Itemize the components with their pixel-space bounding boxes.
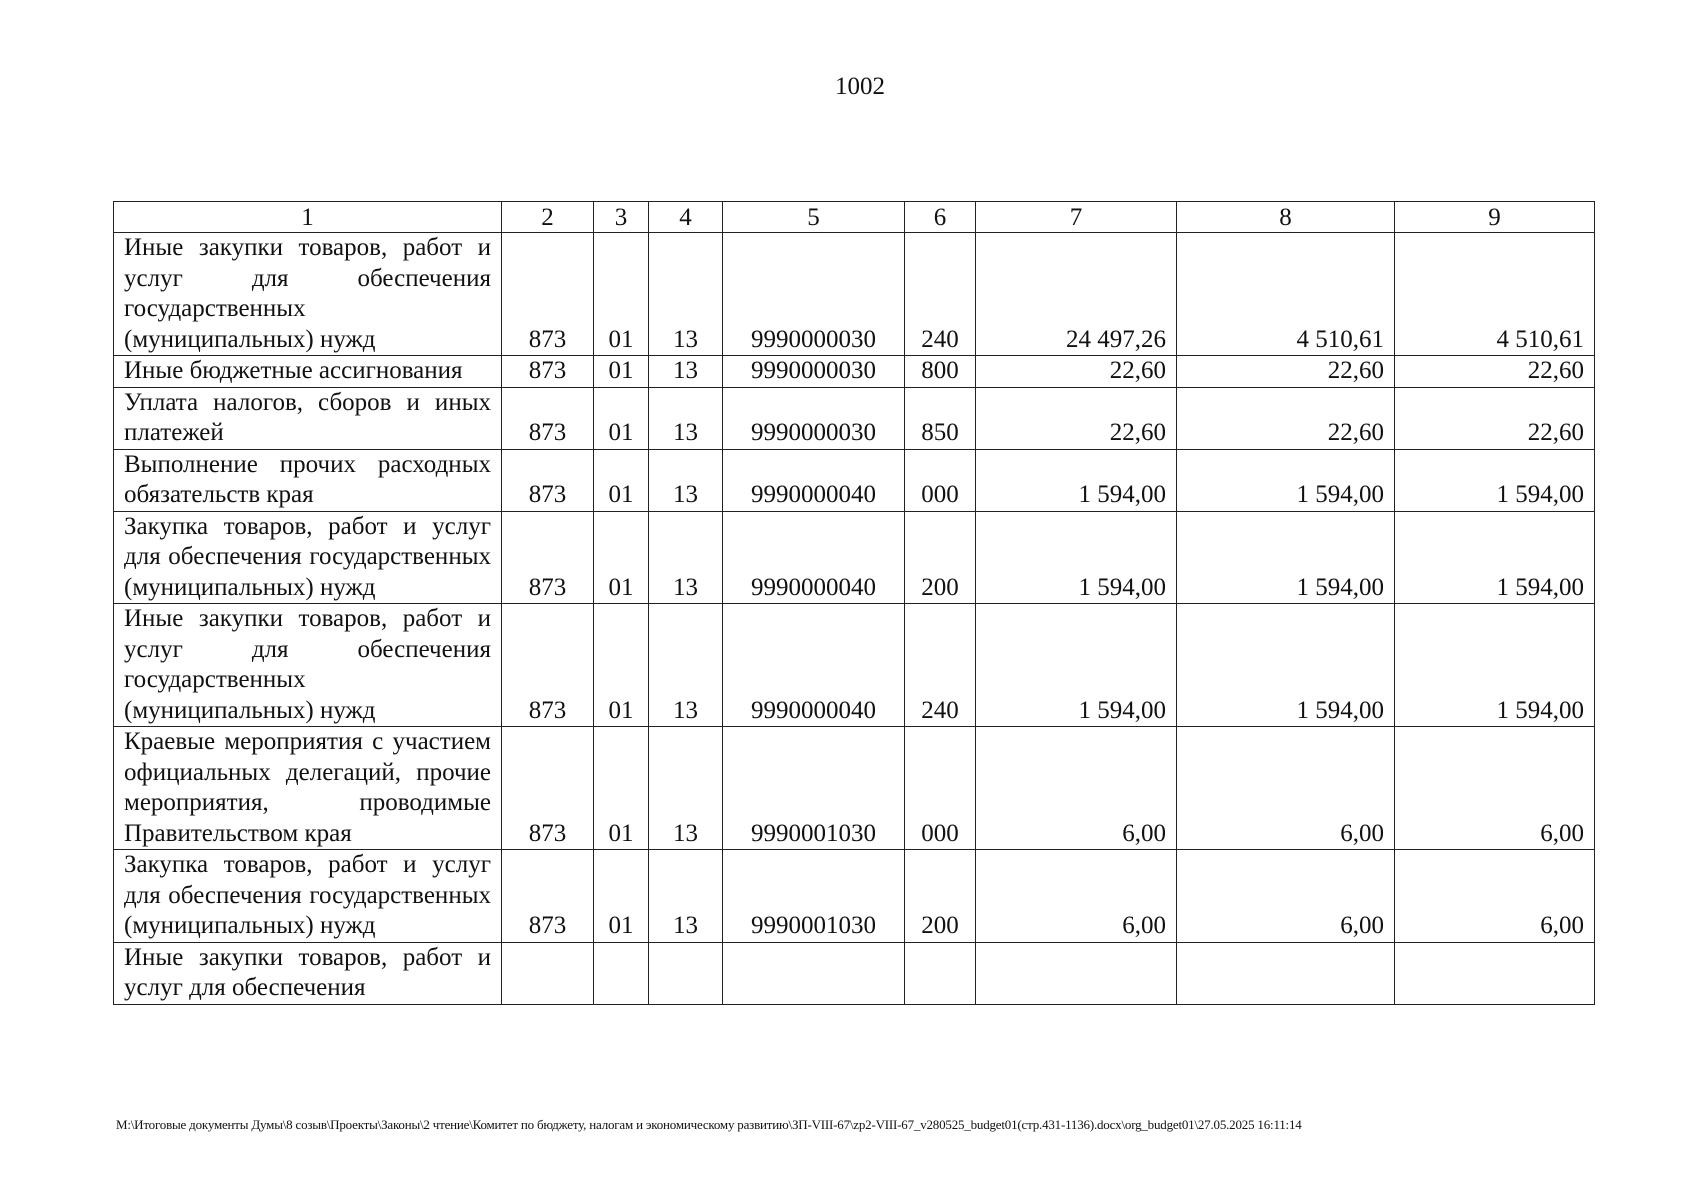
expense-name-cell: Выполнение прочих расходных обязательств края (114, 449, 502, 511)
table-row (114, 387, 1595, 449)
section-cell: 01 (594, 850, 649, 943)
file-path-footer: M:\Итоговые документы Думы\8 созыв\Проекты\Законы\2 чтение\Комитет по бюджету, налогам и экономическому развитию\ЗП-VIII-67\zp2-VIII-67_v280525_budget01(стр.431-1136).docx\org_budget01\27.05.2025 16:11:14 (116, 1117, 1302, 1132)
expense-name-cell: Иные бюджетные ассигнования (114, 356, 502, 388)
amount-col9-cell: 6,00 (1395, 850, 1595, 943)
budget-table (113, 201, 1595, 1005)
ministry-code-cell: 873 (502, 449, 594, 511)
expense-name-cell: Уплата налогов, сборов и иных платежей (114, 387, 502, 449)
header-cell: 6 (905, 202, 976, 233)
amount-col9-cell: 4 510,61 (1395, 233, 1595, 356)
amount-col7-cell: 1 594,00 (976, 449, 1177, 511)
amount-col8-cell: 6,00 (1177, 850, 1395, 943)
expense-name-cell: Закупка товаров, работ и услуг для обеспечения государственных (муниципальных) нужд (114, 511, 502, 604)
expense-name-cell: Иные закупки товаров, работ и услуг для обеспечения государственных (муниципальных) нужд (114, 233, 502, 356)
subsection-cell: 13 (649, 356, 723, 388)
subsection-cell: 13 (649, 233, 723, 356)
expense-name-cell: Закупка товаров, работ и услуг для обеспечения государственных (муниципальных) нужд (114, 850, 502, 943)
ministry-code-cell: 873 (502, 511, 594, 604)
amount-col8-cell: 22,60 (1177, 356, 1395, 388)
header-cell: 7 (976, 202, 1177, 233)
amount-col9-cell: 1 594,00 (1395, 449, 1595, 511)
header-cell: 9 (1395, 202, 1595, 233)
section-cell: 01 (594, 511, 649, 604)
amount-col8-cell: 4 510,61 (1177, 233, 1395, 356)
target-article-cell: 9990000040 (723, 604, 905, 727)
amount-col9-cell (1395, 942, 1595, 1004)
table-row (114, 727, 1595, 850)
section-cell: 01 (594, 356, 649, 388)
table-row (114, 850, 1595, 943)
ministry-code-cell: 873 (502, 604, 594, 727)
amount-col9-cell: 22,60 (1395, 387, 1595, 449)
expense-type-cell: 240 (905, 233, 976, 356)
expense-name-cell: Иные закупки товаров, работ и услуг для обеспечения государственных (муниципальных) нужд (114, 604, 502, 727)
amount-col7-cell: 22,60 (976, 387, 1177, 449)
section-cell: 01 (594, 604, 649, 727)
expense-type-cell: 200 (905, 850, 976, 943)
amount-col7-cell: 6,00 (976, 727, 1177, 850)
amount-col8-cell: 1 594,00 (1177, 449, 1395, 511)
ministry-code-cell (502, 942, 594, 1004)
section-cell: 01 (594, 387, 649, 449)
table-row (114, 356, 1595, 388)
target-article-cell: 9990001030 (723, 727, 905, 850)
section-cell: 01 (594, 233, 649, 356)
expense-type-cell: 000 (905, 449, 976, 511)
amount-col8-cell: 1 594,00 (1177, 604, 1395, 727)
amount-col7-cell: 22,60 (976, 356, 1177, 388)
subsection-cell (649, 942, 723, 1004)
ministry-code-cell: 873 (502, 356, 594, 388)
amount-col9-cell: 22,60 (1395, 356, 1595, 388)
target-article-cell: 9990000040 (723, 449, 905, 511)
page-number: 1002 (835, 73, 885, 100)
amount-col8-cell (1177, 942, 1395, 1004)
subsection-cell: 13 (649, 727, 723, 850)
expense-type-cell: 800 (905, 356, 976, 388)
header-cell: 4 (649, 202, 723, 233)
table-row (114, 449, 1595, 511)
target-article-cell: 9990001030 (723, 850, 905, 943)
amount-col7-cell (976, 942, 1177, 1004)
section-cell: 01 (594, 727, 649, 850)
section-cell: 01 (594, 449, 649, 511)
section-cell (594, 942, 649, 1004)
expense-name-cell: Краевые мероприятия с участием официальных делегаций, прочие мероприятия, проводимые Правительством края (114, 727, 502, 850)
expense-type-cell: 200 (905, 511, 976, 604)
ministry-code-cell: 873 (502, 850, 594, 943)
header-cell: 2 (502, 202, 594, 233)
expense-type-cell: 240 (905, 604, 976, 727)
amount-col7-cell: 24 497,26 (976, 233, 1177, 356)
target-article-cell: 9990000030 (723, 233, 905, 356)
target-article-cell: 9990000030 (723, 387, 905, 449)
header-cell: 3 (594, 202, 649, 233)
ministry-code-cell: 873 (502, 727, 594, 850)
subsection-cell: 13 (649, 387, 723, 449)
target-article-cell: 9990000030 (723, 356, 905, 388)
subsection-cell: 13 (649, 449, 723, 511)
header-cell: 5 (723, 202, 905, 233)
ministry-code-cell: 873 (502, 233, 594, 356)
subsection-cell: 13 (649, 604, 723, 727)
header-cell: 1 (114, 202, 502, 233)
ministry-code-cell: 873 (502, 387, 594, 449)
target-article-cell (723, 942, 905, 1004)
amount-col8-cell: 1 594,00 (1177, 511, 1395, 604)
amount-col7-cell: 1 594,00 (976, 604, 1177, 727)
amount-col7-cell: 1 594,00 (976, 511, 1177, 604)
amount-col7-cell: 6,00 (976, 850, 1177, 943)
subsection-cell: 13 (649, 511, 723, 604)
header-cell: 8 (1177, 202, 1395, 233)
expense-type-cell: 850 (905, 387, 976, 449)
table-row (114, 604, 1595, 727)
table-header-row (114, 202, 1595, 233)
expense-type-cell: 000 (905, 727, 976, 850)
amount-col9-cell: 6,00 (1395, 727, 1595, 850)
amount-col8-cell: 22,60 (1177, 387, 1395, 449)
table-row (114, 233, 1595, 356)
amount-col8-cell: 6,00 (1177, 727, 1395, 850)
expense-name-cell: Иные закупки товаров, работ и услуг для обеспечения (114, 942, 502, 1004)
amount-col9-cell: 1 594,00 (1395, 604, 1595, 727)
subsection-cell: 13 (649, 850, 723, 943)
table-row (114, 511, 1595, 604)
expense-type-cell (905, 942, 976, 1004)
target-article-cell: 9990000040 (723, 511, 905, 604)
amount-col9-cell: 1 594,00 (1395, 511, 1595, 604)
table-row (114, 942, 1595, 1004)
